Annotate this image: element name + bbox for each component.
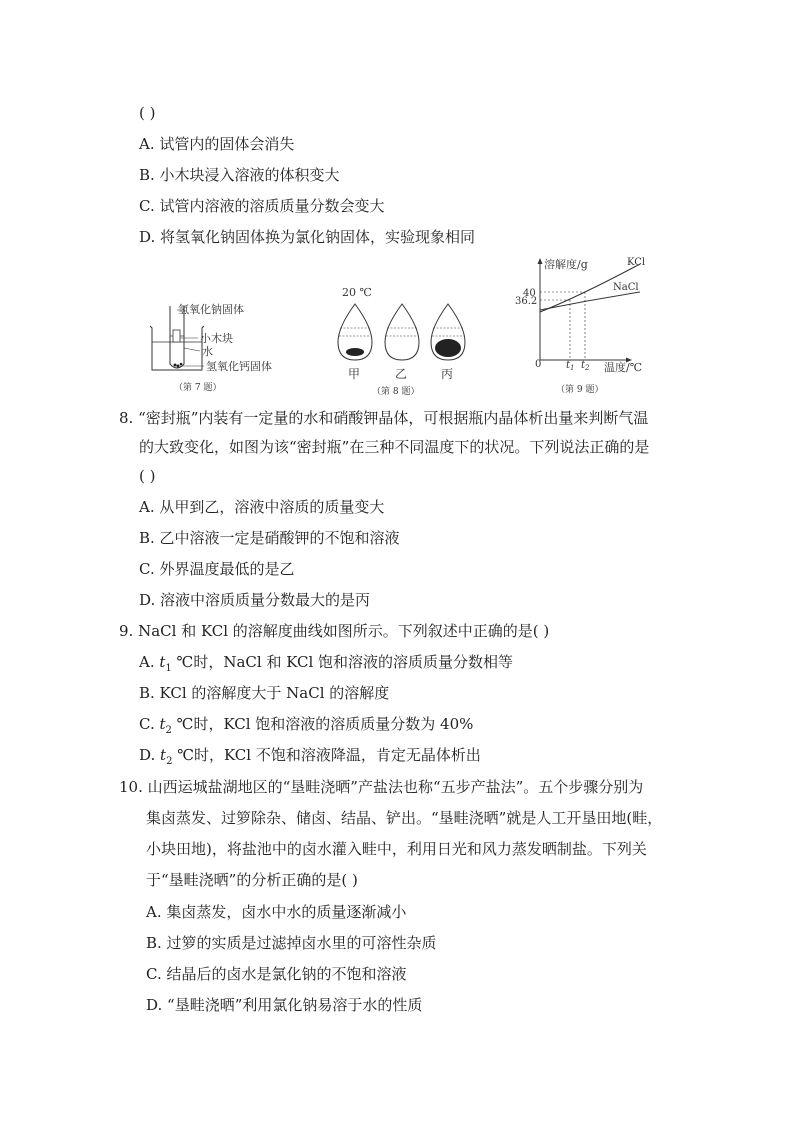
label-naoh: 氢氧化钠固体 — [178, 303, 244, 316]
q10-option-d: D. “垦畦浇晒”利用氯化钠易溶于水的性质 — [146, 996, 423, 1014]
figure-8-bottles — [328, 282, 478, 398]
q8-option-b: B. 乙中溶液一定是硝酸钾的不饱和溶液 — [139, 529, 400, 547]
q9-option-a: A. $t_1$ ℃时，NaCl 和 KCl 饱和溶液的溶质质量分数相等 — [139, 653, 514, 674]
q8-stem-line-2: 的大致变化，如图为该“密封瓶”在三种不同温度下的状况。下列说法正确的是 — [139, 438, 650, 456]
bottle-jia — [338, 304, 372, 360]
figure-8-caption: （第 8 题） — [372, 387, 420, 397]
q7-option-c: C. 试管内溶液的溶质质量分数会变大 — [139, 197, 385, 215]
fig8-temperature: 20 ℃ — [342, 286, 372, 299]
q8-option-d: D. 溶液中溶质质量分数最大的是丙 — [139, 591, 371, 609]
q10-stem-line-4: 于“垦畦浇晒”的分析正确的是( ) — [146, 871, 358, 889]
q9-option-d: D. $t_2$ ℃时，KCl 不饱和溶液降温，肯定无晶体析出 — [139, 746, 481, 767]
y-axis-label: 溶解度/g — [544, 258, 588, 271]
tick-t2: $t_2$ — [581, 360, 590, 372]
q10-option-a: A. 集卤蒸发，卤水中水的质量逐渐减小 — [146, 903, 407, 921]
label-water: 水 — [202, 345, 213, 358]
label-wood: 小木块 — [200, 332, 233, 345]
q9-option-b: B. KCl 的溶解度大于 NaCl 的溶解度 — [139, 684, 390, 702]
q8-option-c: C. 外界温度最低的是乙 — [139, 560, 295, 578]
q7-bracket: ( ) — [139, 104, 156, 122]
figure-7-caption: （第 7 题） — [174, 383, 222, 393]
origin-label: 0 — [535, 359, 542, 370]
nacl-curve — [540, 292, 640, 310]
q10-stem-line-1: 10. 山西运城盐湖地区的“垦畦浇晒”产盐法也称“五步产盐法”。五个步骤分别为 — [119, 778, 644, 796]
label-caoh: 氢氧化钙固体 — [206, 360, 272, 373]
q9-option-c: C. $t_2$ ℃时，KCl 饱和溶液的溶质质量分数为 40% — [139, 715, 474, 736]
figure-7-beaker — [140, 298, 290, 398]
label-bing: 丙 — [441, 367, 454, 381]
q7-option-b: B. 小木块浸入溶液的体积变大 — [139, 166, 340, 184]
q7-option-d: D. 将氢氧化钠固体换为氯化钠固体，实验现象相同 — [139, 228, 476, 246]
kcl-label: KCl — [627, 257, 646, 268]
label-yi: 乙 — [395, 367, 408, 381]
tick-t1: $t_1$ — [566, 360, 575, 372]
nacl-label: NaCl — [613, 282, 639, 293]
x-axis-label: 温度/℃ — [604, 361, 643, 374]
q8-stem-line-1: 8. “密封瓶”内装有一定量的水和硝酸钾晶体，可根据瓶内晶体析出量来判断气温 — [119, 409, 649, 427]
q10-option-c: C. 结晶后的卤水是氯化钠的不饱和溶液 — [146, 965, 407, 983]
figure-9-caption: （第 9 题） — [556, 385, 604, 395]
q10-option-b: B. 过箩的实质是过滤掉卤水里的可溶性杂质 — [146, 934, 437, 952]
bottle-yi — [385, 304, 419, 360]
q10-stem-line-2: 集卤蒸发、过箩除杂、储卤、结晶、铲出。“垦畦浇晒”就是人工开垦田地(畦， — [146, 809, 663, 827]
tick-36-2: 36.2 — [515, 296, 538, 307]
wood-block — [173, 330, 180, 342]
q10-stem-line-3: 小块田地)，将盐池中的卤水灌入畦中，利用日光和风力蒸发晒制盐。下列关 — [146, 840, 647, 858]
q9-stem: 9. NaCl 和 KCl 的溶解度曲线如图所示。下列叙述中正确的是( ) — [119, 622, 550, 640]
q7-option-a: A. 试管内的固体会消失 — [139, 135, 295, 153]
bottle-bing — [431, 304, 465, 360]
q8-bracket: ( ) — [139, 467, 156, 485]
q8-option-a: A. 从甲到乙，溶液中溶质的质量变大 — [139, 498, 385, 516]
label-jia: 甲 — [348, 367, 361, 381]
tick-40: 40 — [523, 288, 536, 299]
figure-9-solubility-chart — [510, 252, 660, 400]
